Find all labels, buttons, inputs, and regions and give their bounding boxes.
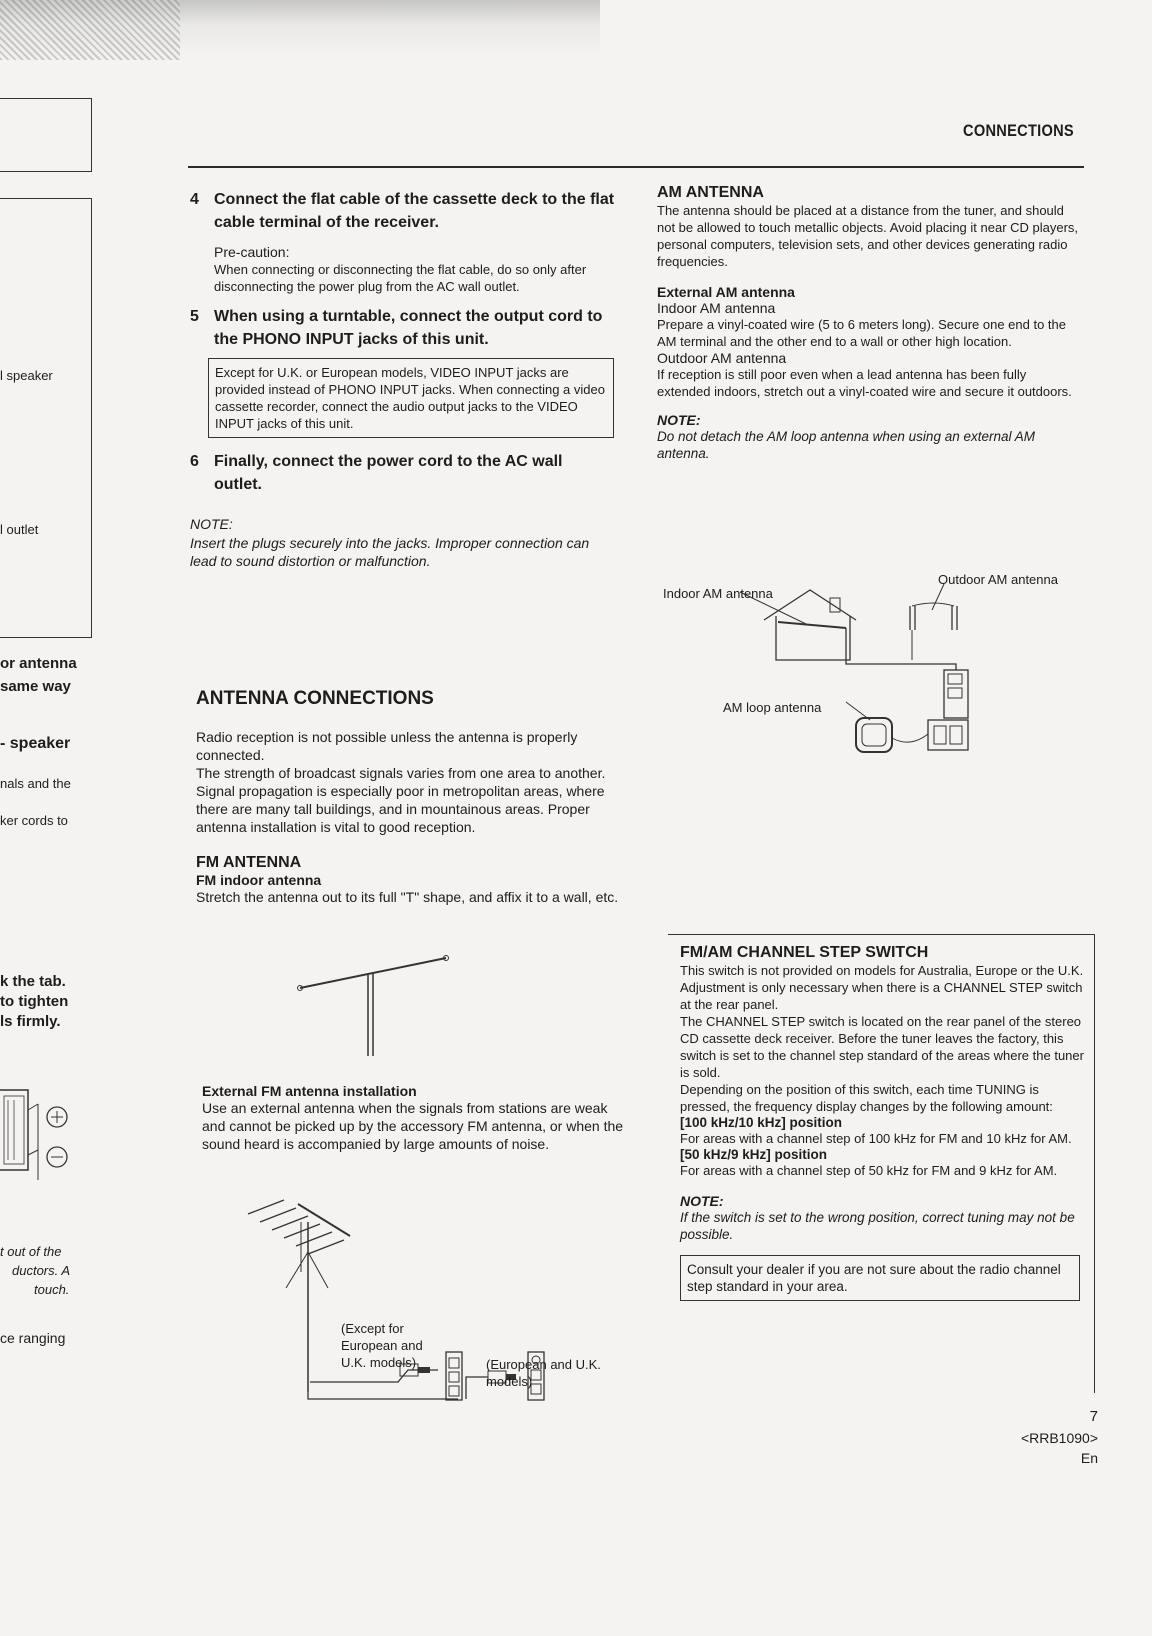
antenna-connections-title: ANTENNA CONNECTIONS <box>196 688 434 709</box>
fm-antenna-title: FM ANTENNA <box>196 854 302 871</box>
antenna-connections-section <box>196 688 622 906</box>
left-text-speaker-head: - speaker <box>0 735 71 752</box>
am-antenna-section <box>657 184 1081 462</box>
left-text-tab3: ls firmly. <box>0 1013 61 1030</box>
step-5 <box>190 305 618 351</box>
page-header: CONNECTIONS <box>963 121 1074 140</box>
position-50-title: [50 kHz/9 kHz] position <box>680 1147 828 1162</box>
channel-step-title: FM/AM CHANNEL STEP SWITCH <box>680 944 929 961</box>
left-fragment-box-top <box>0 98 92 172</box>
fm-indoor-text: Stretch the antenna out to its full "T" shape, and affix it to a wall, etc. <box>196 889 619 905</box>
channel-step-p3: Depending on the position of this switch, each time TUNING is pressed, the frequency display changes by the following amount: <box>680 1082 1053 1114</box>
fig-label-am-loop: AM loop antenna <box>723 700 822 715</box>
am-note-text: Do not detach the AM loop antenna when using an external AM antenna. <box>657 429 1035 461</box>
fm-external-text: Use an external antenna when the signals from stations are weak and cannot be picked up by the accessory FM antenna, or when the sound heard is accompanied by large amounts of noise. <box>202 1100 624 1152</box>
step-6-number: 6 <box>190 453 199 470</box>
left-text-out3: touch. <box>34 1282 70 1297</box>
antenna-para-1: Radio reception is not possible unless the antenna is properly connected. <box>196 729 578 763</box>
left-text-tab2: to tighten <box>0 993 69 1010</box>
left-text-out1: t out of the <box>0 1244 62 1259</box>
am-note-label: NOTE: <box>657 412 701 428</box>
step-5-number: 5 <box>190 308 199 325</box>
left-text-tab1: k the tab. <box>0 973 66 990</box>
header-rule <box>188 166 1084 168</box>
outdoor-am-text: If reception is still poor even when a lead antenna has been fully extended indoors, stretch out a vinyl-coated wire and secure it outdoors. <box>657 367 1072 399</box>
left-text-antenna2: same way <box>0 678 71 695</box>
step-6-title: Finally, connect the power cord to the AC wall outlet. <box>214 453 563 493</box>
channel-step-section <box>680 944 1084 1301</box>
channel-note-text: If the switch is set to the wrong position, correct tuning may not be possible. <box>680 1210 1075 1242</box>
fig-label-outdoor-am: Outdoor AM antenna <box>938 572 1058 587</box>
steps-note-label: NOTE: <box>190 516 233 532</box>
steps-column <box>190 188 618 570</box>
fig-label-eu-models: (European and U.K. models) <box>486 1357 601 1389</box>
indoor-am-title: Indoor AM antenna <box>657 300 776 316</box>
fm-external-title: External FM antenna installation <box>202 1083 417 1099</box>
channel-step-p1: This switch is not provided on models for Australia, Europe or the U.K. Adjustment is only necessary when there is a CHANNEL STEP switch at the rear panel. <box>680 963 1084 1012</box>
am-antenna-intro: The antenna should be placed at a distance from the tuner, and should not be allowed to touch metallic objects. Avoid placing it near CD players, personal computers, television sets, and other devices generating radio frequencies. <box>657 203 1079 269</box>
speaker-terminal-illustration <box>0 1060 80 1190</box>
document-code: <RRB1090> <box>1020 1430 1098 1446</box>
indoor-am-text: Prepare a vinyl-coated wire (5 to 6 meters long). Secure one end to the AM terminal and the other end to a wall or other high location. <box>657 317 1066 349</box>
language-code: En <box>1080 1450 1098 1466</box>
step-4-title: Connect the flat cable of the cassette deck to the flat cable terminal of the receiver. <box>214 191 615 231</box>
fm-t-antenna-illustration <box>296 952 456 1062</box>
position-50-text: For areas with a channel step of 50 kHz for FM and 9 kHz for AM. <box>680 1163 1058 1178</box>
outdoor-am-title: Outdoor AM antenna <box>657 350 787 366</box>
step-4 <box>190 188 618 234</box>
scan-noise <box>0 0 180 60</box>
fm-indoor-title: FM indoor antenna <box>196 872 322 888</box>
consult-dealer-box: Consult your dealer if you are not sure about the radio channel step standard in your area. <box>680 1255 1080 1301</box>
step-6 <box>190 450 618 496</box>
left-text-terminals: nals and the <box>0 776 71 791</box>
left-text-out2: ductors. A <box>12 1263 71 1278</box>
position-100-title: [100 kHz/10 kHz] position <box>680 1115 843 1130</box>
antenna-para-2: The strength of broadcast signals varies from one area to another. Signal propagation is especially poor in metropolitan areas, where there are many tall buildings, and in mountainous areas. Proper antenna installation is vital to good reception. <box>196 765 606 835</box>
precaution-text: When connecting or disconnecting the flat cable, do so only after disconnecting the power plug from the AC wall outlet. <box>214 262 587 294</box>
fm-external-section <box>202 1083 628 1153</box>
fig-label-indoor-am: Indoor AM antenna <box>663 586 773 601</box>
step-5-note-box: Except for U.K. or European models, VIDEO INPUT jacks are provided instead of PHONO INPUT jacks. When connecting a video cassette recorder, connect the audio output jacks to the VIDEO INPUT jacks of this unit. <box>208 358 614 438</box>
fig-label-except-models: (Except for European and U.K. models) <box>341 1321 423 1370</box>
left-fragment-box <box>0 198 92 638</box>
precaution-label: Pre-caution: <box>214 244 290 260</box>
step-5-title: When using a turntable, connect the output cord to the PHONO INPUT jacks of this unit. <box>214 308 603 348</box>
left-text-antenna1: or antenna <box>0 655 77 672</box>
left-text-speaker: l speaker <box>0 368 53 383</box>
external-am-title: External AM antenna <box>657 284 795 300</box>
left-text-ranging: ce ranging <box>0 1330 66 1346</box>
am-antenna-title: AM ANTENNA <box>657 184 764 201</box>
left-text-cords: ker cords to <box>0 813 68 828</box>
page-number: 7 <box>1089 1408 1098 1425</box>
step-4-precaution <box>214 244 618 295</box>
channel-note-label: NOTE: <box>680 1193 724 1209</box>
position-100-text: For areas with a channel step of 100 kHz for FM and 10 kHz for AM. <box>680 1131 1072 1146</box>
left-text-outlet: l outlet <box>0 522 39 537</box>
channel-step-p2: The CHANNEL STEP switch is located on the rear panel of the stereo CD cassette deck receiver. Before the tuner leaves the factory, this switch is set to the channel step standard of the areas where the tuner is sold. <box>680 1014 1084 1080</box>
steps-note-text: Insert the plugs securely into the jacks. Improper connection can lead to sound distortion or malfunction. <box>190 535 590 569</box>
step-4-number: 4 <box>190 191 199 208</box>
